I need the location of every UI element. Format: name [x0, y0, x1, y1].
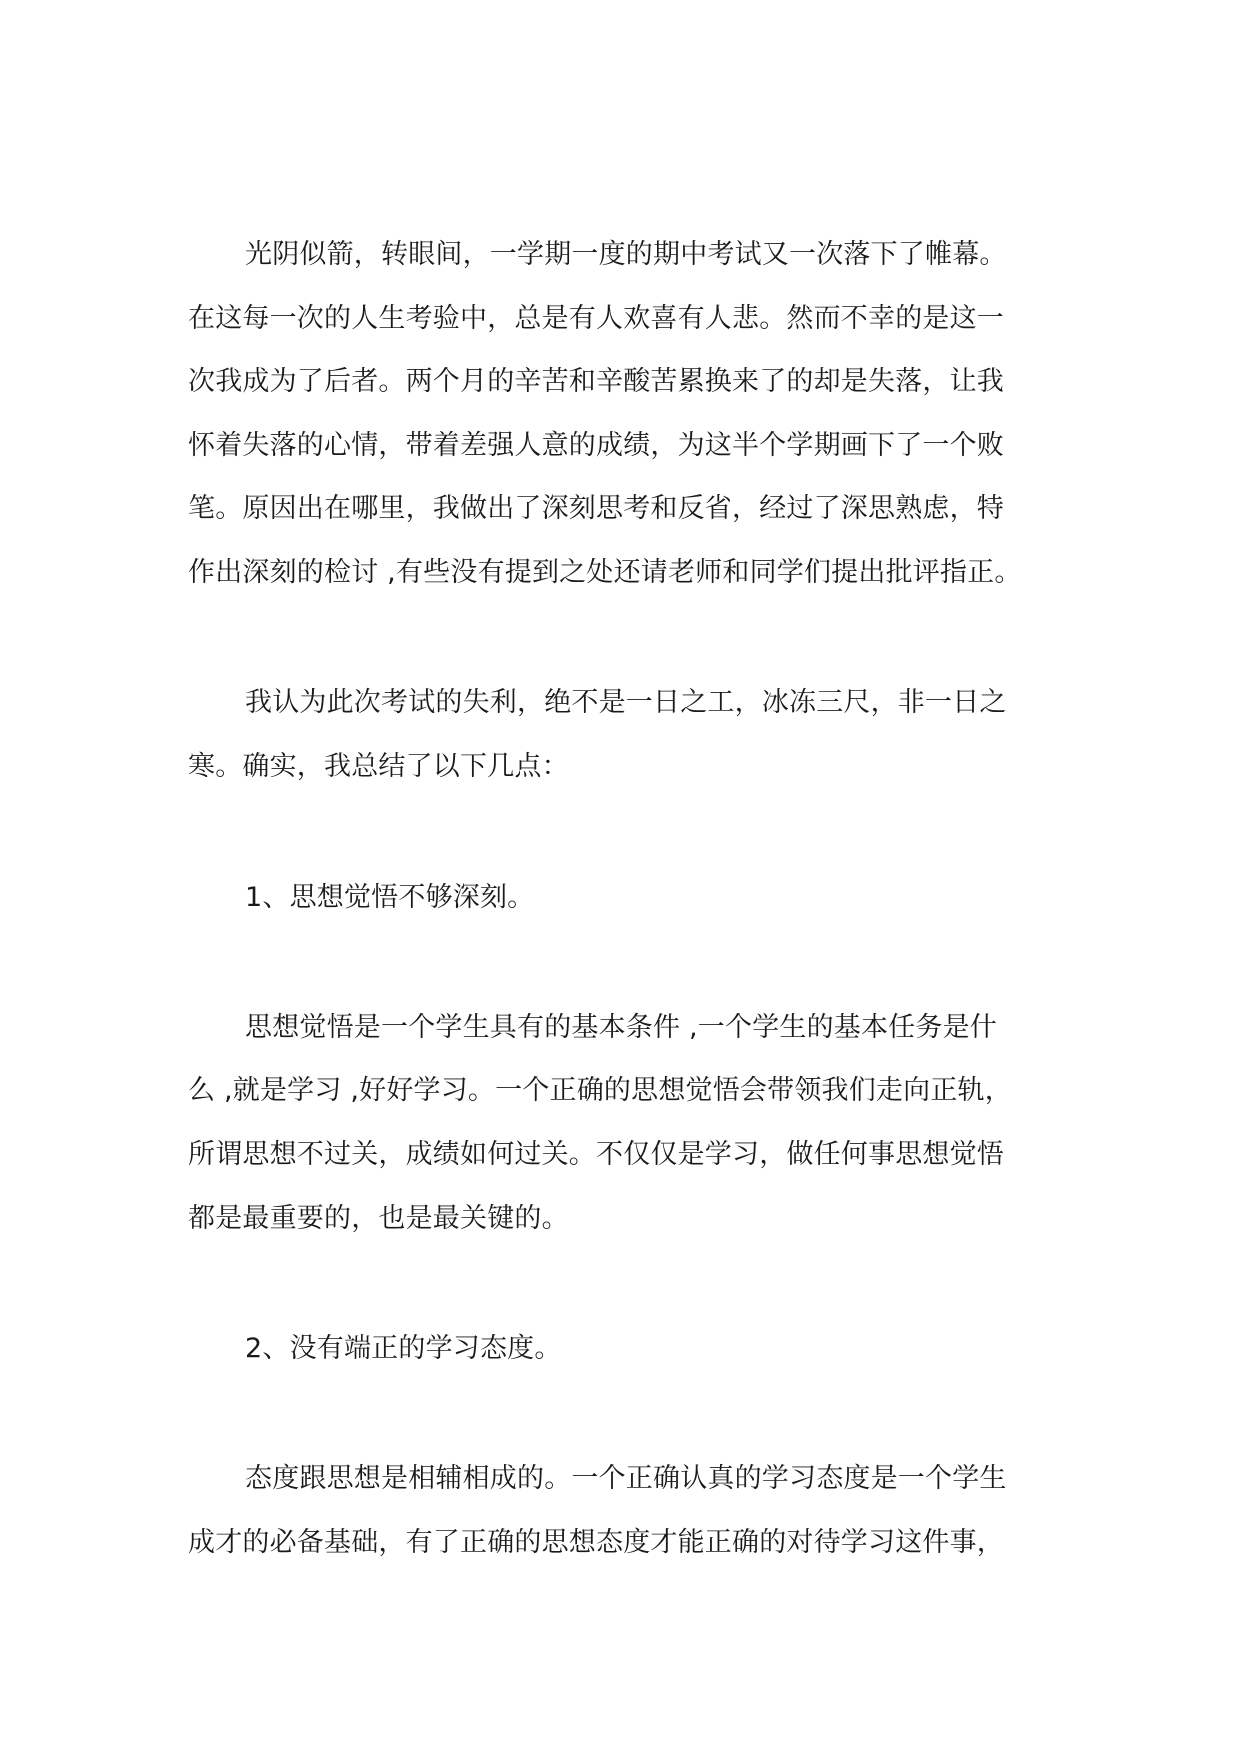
paragraph-2-line-2: 寒。确实，我总结了以下几点： — [188, 751, 569, 782]
paragraph-2-line-1: 我认为此次考试的失利，绝不是一日之工，冰冻三尺，非一日之 — [245, 687, 1007, 718]
paragraph-1-line-5: 笔。原因出在哪里，我做出了深刻思考和反省，经过了深思熟虑，特 — [188, 493, 1004, 524]
paragraph-4-line-2: 成才的必备基础，有了正确的思想态度才能正确的对待学习这件事， — [188, 1527, 1004, 1558]
paragraph-3-line-3: 所谓思想不过关，成绩如何过关。不仅仅是学习，做任何事思想觉悟 — [188, 1139, 1004, 1170]
heading-point-1: 1、思想觉悟不够深刻。 — [245, 882, 535, 913]
paragraph-3-line-1: 思想觉悟是一个学生具有的基本条件 ,一个学生的基本任务是什 — [245, 1012, 997, 1043]
paragraph-1-line-3: 次我成为了后者。两个月的辛苦和辛酸苦累换来了的却是失落，让我 — [188, 366, 1004, 397]
paragraph-1-line-2: 在这每一次的人生考验中，总是有人欢喜有人悲。然而不幸的是这一 — [188, 303, 1004, 334]
heading-point-2: 2、没有端正的学习态度。 — [245, 1333, 562, 1364]
paragraph-4-line-1: 态度跟思想是相辅相成的。一个正确认真的学习态度是一个学生 — [245, 1463, 1007, 1494]
paragraph-1-line-1: 光阴似箭，转眼间，一学期一度的期中考试又一次落下了帷幕。 — [245, 239, 1007, 270]
paragraph-3-line-4: 都是最重要的，也是最关键的。 — [188, 1203, 569, 1234]
paragraph-1-line-6: 作出深刻的检讨 ,有些没有提到之处还请老师和同学们提出批评指正。 — [188, 557, 1022, 588]
paragraph-1-line-4: 怀着失落的心情，带着差强人意的成绩，为这半个学期画下了一个败 — [188, 430, 1004, 461]
paragraph-3-line-2: 么 ,就是学习 ,好好学习。一个正确的思想觉悟会带领我们走向正轨， — [188, 1075, 1012, 1106]
